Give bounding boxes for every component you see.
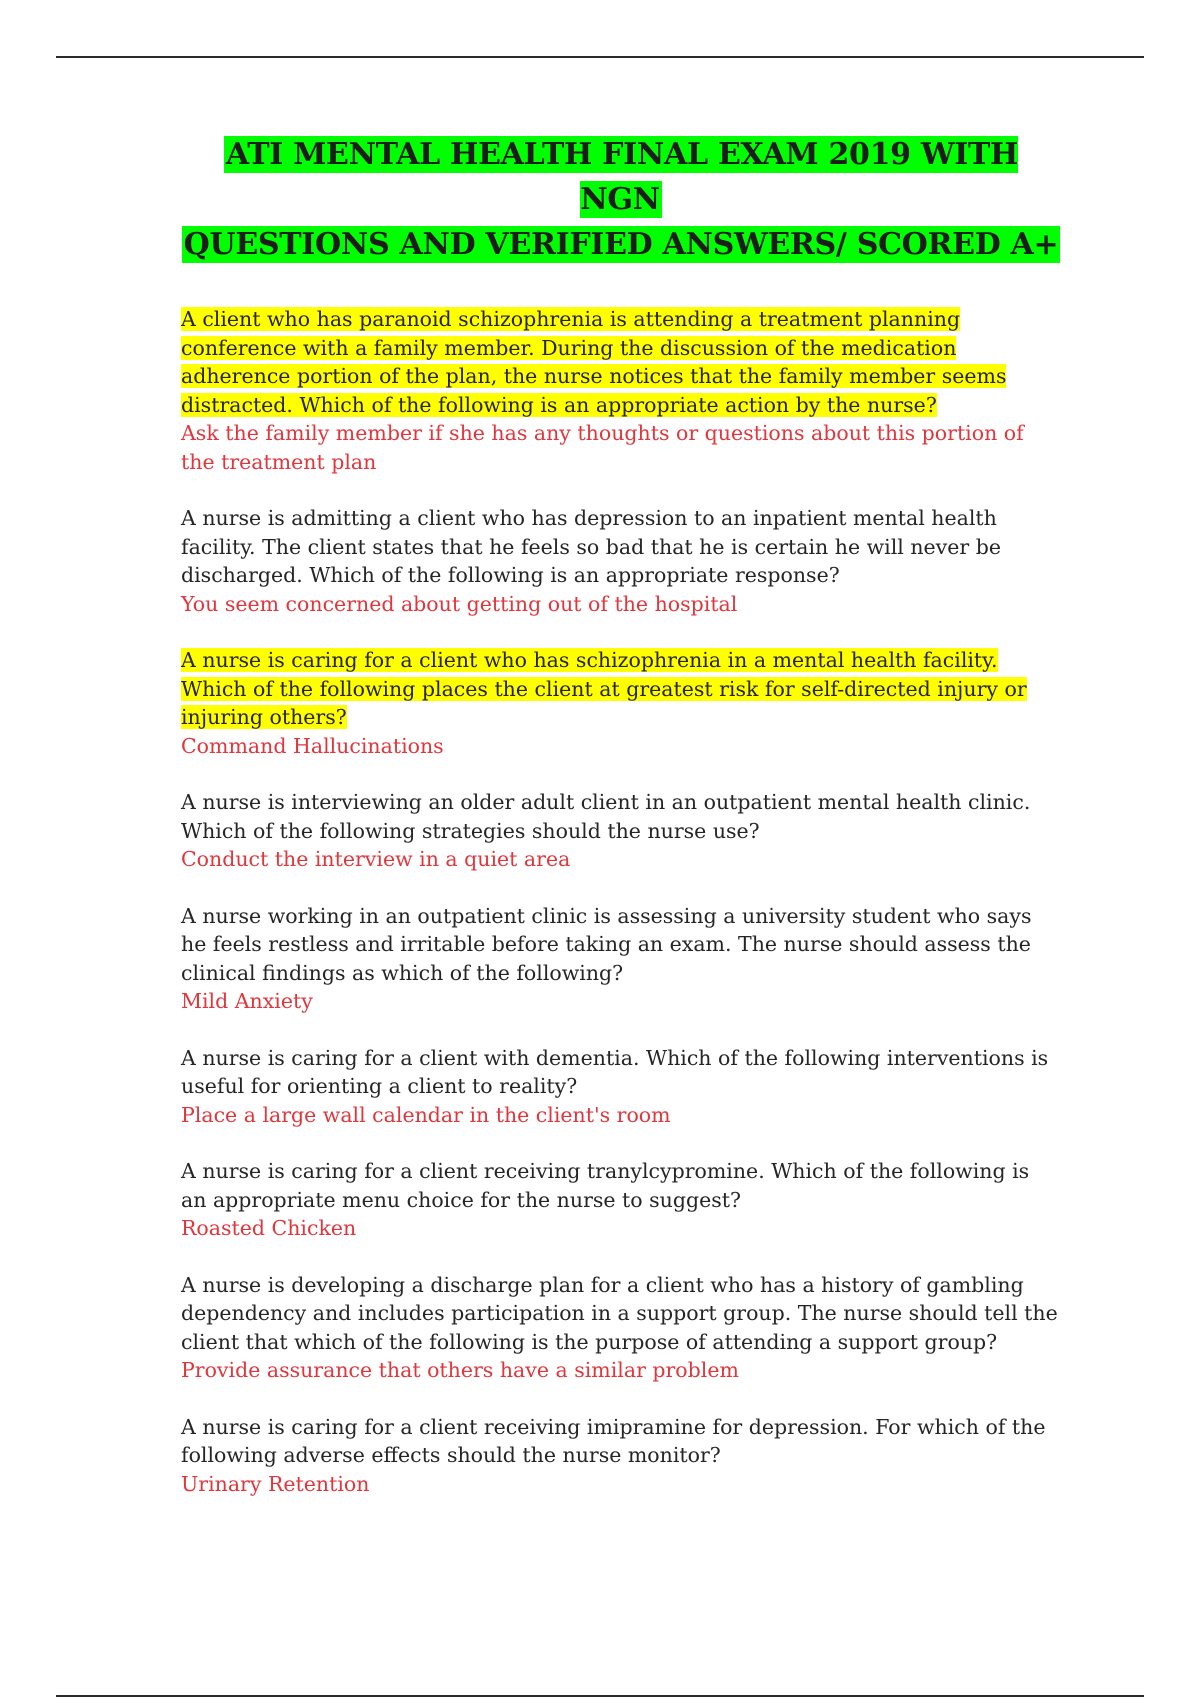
answer-text: Command Hallucinations [181,733,444,758]
qa-item-1 [181,305,1061,476]
question-text: A client who has paranoid schizophrenia is attending a treatment planning conference with a family member. During the discussion of the medication adherence portion of the plan, the nurse notices that the family member seems distracted. Which of the following is an appropriate action by the nurse? [181,307,1007,417]
answer-text: Mild Anxiety [181,989,313,1013]
qa-item-6 [181,1044,1061,1130]
qa-item-5 [181,902,1061,1016]
qa-item-4 [181,788,1061,874]
answer-text: Urinary Retention [181,1471,370,1496]
document-body [181,132,1061,1526]
answer-text: Ask the family member if she has any thoughts or questions about this portion of the treatment plan [181,421,1024,474]
question-text: A nurse is developing a discharge plan for a client who has a history of gambling dependency and includes participation in a support group. The nurse should tell the client that which of the following is the purpose of attending a support group? [181,1272,1058,1354]
question-text: A nurse is caring for a client receiving tranylcypromine. Which of the following is an appropriate menu choice for the nurse to suggest? [181,1159,1030,1212]
answer-text: Place a large wall calendar in the client's room [181,1102,671,1127]
answer-text: Roasted Chicken [181,1216,357,1240]
question-text: A nurse is interviewing an older adult client in an outpatient mental health clinic. Which of the following strategies should the nurse use? [181,790,1031,843]
title-line-1: ATI MENTAL HEALTH FINAL EXAM 2019 WITH NGN [225,137,1019,217]
qa-item-2 [181,504,1061,618]
answer-text: Provide assurance that others have a similar problem [181,1358,739,1382]
bottom-rule [56,1695,1144,1697]
document-title [181,132,1061,267]
question-text: A nurse working in an outpatient clinic is assessing a university student who says he feels restless and irritable before taking an exam. The nurse should assess the clinical findings as which of the following? [181,903,1032,985]
question-text: A nurse is caring for a client receiving imipramine for depression. For which of the following adverse effects should the nurse monitor? [181,1414,1046,1467]
title-line-2: QUESTIONS AND VERIFIED ANSWERS/ SCORED A+ [183,227,1059,262]
qa-item-3 [181,646,1061,760]
qa-item-8 [181,1271,1061,1385]
question-text: A nurse is caring for a client who has schizophrenia in a mental health facility. Which of the following places the client at greatest risk for self-directed injury or injuring others? [181,648,1027,729]
qa-item-9 [181,1413,1061,1499]
top-rule [56,56,1144,58]
question-text: A nurse is admitting a client who has depression to an inpatient mental health facility. The client states that he feels so bad that he is certain he will never be discharged. Which of the following is an appropriate response? [181,506,1001,587]
answer-text: You seem concerned about getting out of the hospital [181,591,738,616]
qa-item-7 [181,1157,1061,1243]
question-text: A nurse is caring for a client with dementia. Which of the following interventions is useful for orienting a client to reality? [181,1045,1049,1098]
answer-text: Conduct the interview in a quiet area [181,847,571,871]
